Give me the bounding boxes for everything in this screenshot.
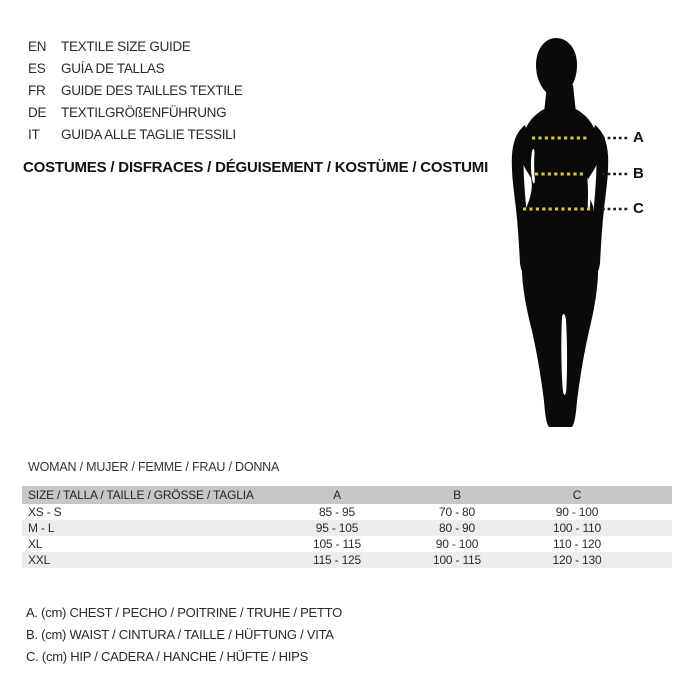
- size-column-header: SIZE / TALLA / TAILLE / GRÖSSE / TAGLIA: [22, 486, 277, 504]
- hip-column-header: C: [517, 486, 672, 504]
- waist-range-cell: 80 - 90: [397, 520, 517, 536]
- chest-measure-label: A: [633, 129, 644, 146]
- size-cell: M - L: [22, 520, 277, 536]
- language-row-fr: [28, 79, 243, 101]
- table-row-xl: [22, 536, 672, 552]
- language-label: GUIDA ALLE TAGLIE TESSILI: [61, 126, 236, 142]
- hip-range-cell: 90 - 100: [555, 505, 599, 519]
- language-row-it: [28, 123, 243, 145]
- language-code: FR: [28, 82, 46, 98]
- size-cell: XS - S: [28, 505, 62, 519]
- size-table-header-row: [22, 486, 672, 504]
- size-cell: XL: [28, 537, 43, 551]
- waist-measure-label: B: [633, 165, 644, 182]
- language-code: IT: [28, 126, 40, 142]
- chest-range-cell: 85 - 95: [319, 505, 355, 519]
- category-title: COSTUMES / DISFRACES / DÉGUISEMENT / KOSTÜME / COSTUMI: [23, 159, 489, 176]
- language-label: GUÍA DE TALLAS: [61, 60, 165, 76]
- table-row-xs-s: [22, 504, 672, 520]
- chest-range-cell: 115 - 125: [277, 552, 397, 568]
- language-label: TEXTILGRÖßENFÜHRUNG: [61, 104, 227, 120]
- language-code: EN: [28, 38, 47, 54]
- silhouette-legs: [522, 260, 598, 427]
- waist-range-cell: 70 - 80: [439, 505, 475, 519]
- woman-section-title: WOMAN / MUJER / FEMME / FRAU / DONNA: [28, 460, 280, 474]
- language-list: [28, 35, 243, 145]
- hip-range-cell: 110 - 120: [552, 537, 602, 551]
- hip-measure-label: C: [633, 200, 644, 217]
- size-cell: XXL: [22, 552, 277, 568]
- measurement-figure: [495, 25, 660, 440]
- legend-waist: B. (cm) WAIST / CINTURA / TAILLE / HÜFTUNG / VITA: [26, 627, 334, 642]
- language-row-en: [28, 35, 243, 57]
- language-code: DE: [28, 104, 47, 120]
- hip-range-cell: 100 - 110: [517, 520, 672, 536]
- hip-range-cell: 120 - 130: [517, 552, 672, 568]
- waist-range-cell: 90 - 100: [435, 537, 479, 551]
- legend-hip: C. (cm) HIP / CADERA / HANCHE / HÜFTE / HIPS: [26, 649, 309, 664]
- table-row-xxl: [22, 552, 672, 568]
- language-row-es: [28, 57, 243, 79]
- legend-chest: A. (cm) CHEST / PECHO / POITRINE / TRUHE / PETTO: [26, 605, 342, 620]
- waist-column-header: B: [397, 486, 517, 504]
- size-table: [22, 486, 672, 568]
- table-row-m-l: [22, 520, 672, 536]
- language-code: ES: [28, 60, 46, 76]
- measurement-legend: [26, 602, 342, 668]
- waist-range-cell: 100 - 115: [397, 552, 517, 568]
- chest-range-cell: 95 - 105: [277, 520, 397, 536]
- chest-column-header: A: [277, 486, 397, 504]
- chest-range-cell: 105 - 115: [312, 537, 362, 551]
- language-row-de: [28, 101, 243, 123]
- language-label: GUIDE DES TAILLES TEXTILE: [61, 82, 243, 98]
- woman-silhouette-figure: [495, 25, 645, 435]
- language-label: TEXTILE SIZE GUIDE: [61, 38, 191, 54]
